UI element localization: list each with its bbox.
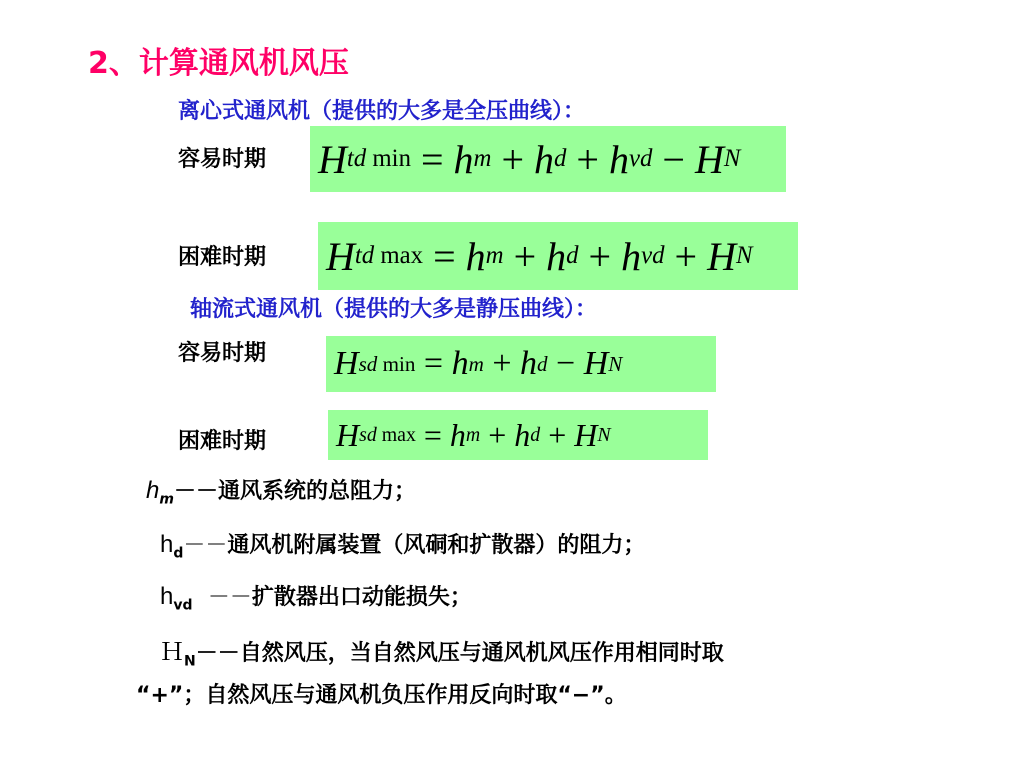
note-hvd: $h_{vd}$ －－扩散器出口动能损失； bbox=[160, 583, 472, 614]
centrifugal-easy-label: 容易时期 bbox=[178, 147, 267, 172]
centrifugal-heading: 离心式通风机（提供的大多是全压曲线）： bbox=[178, 99, 586, 124]
axial-easy-label: 容易时期 bbox=[178, 341, 267, 366]
formula-axial-hard: H sd max = h m + h d + H N bbox=[328, 410, 708, 460]
section-title: 2、计算通风机风压 bbox=[88, 46, 349, 81]
note-hn: Ｈ$_N$－－自然风压，当自然风压与通风机风压作用相同时取 bbox=[160, 639, 724, 670]
formula-centrifugal-easy: H td min = h m + h d + h vd − H N bbox=[310, 126, 786, 192]
note-hn-continued: “+”；自然风压与通风机负压作用反向时取“−”。 bbox=[136, 683, 627, 708]
formula-axial-easy: H sd min = h m + h d − H N bbox=[326, 336, 716, 392]
centrifugal-hard-label: 困难时期 bbox=[178, 245, 267, 270]
formula-centrifugal-hard: H td max = h m + h d + h vd + H N bbox=[318, 222, 798, 290]
axial-heading: 轴流式通风机（提供的大多是静压曲线）： bbox=[190, 297, 598, 322]
note-hm: $h_m--$通风系统的总阻力； bbox=[146, 477, 416, 508]
note-hd: $h_d--$通风机附属装置（风硐和扩散器）的阻力； bbox=[160, 531, 646, 562]
axial-hard-label: 困难时期 bbox=[178, 429, 267, 454]
